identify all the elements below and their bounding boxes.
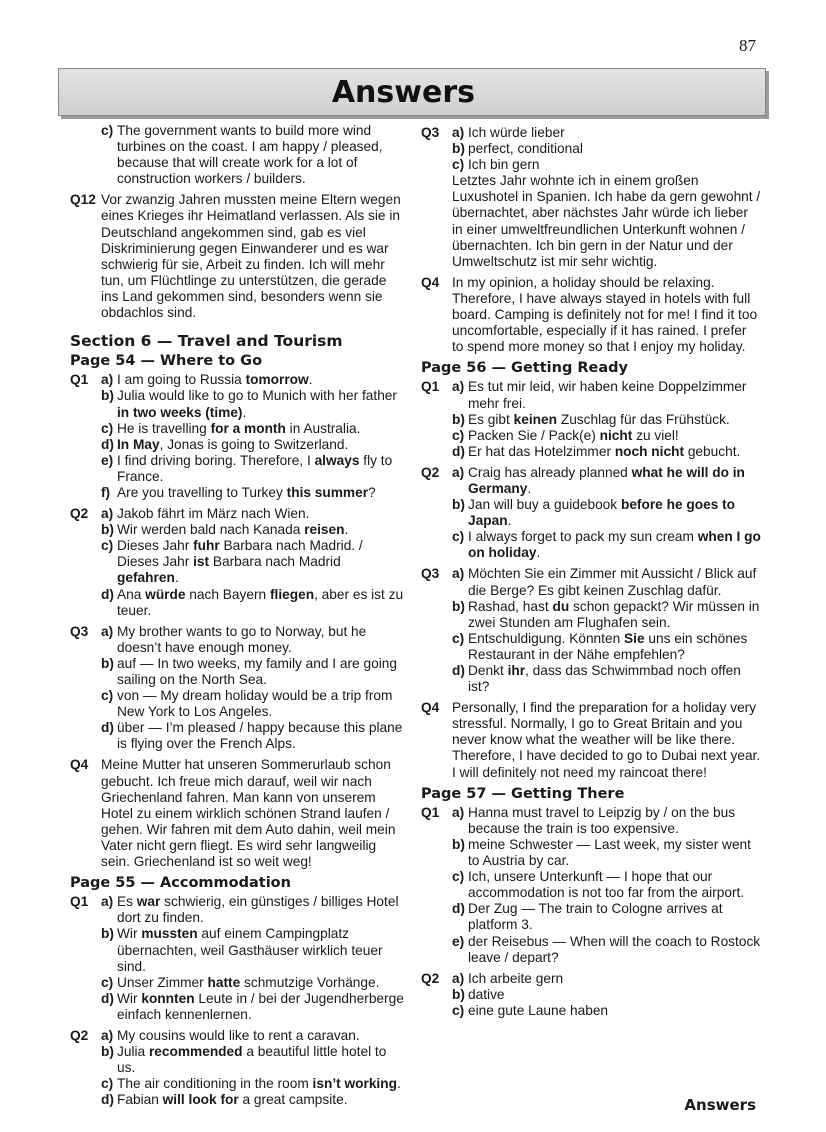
answer-letter: e)	[452, 933, 465, 949]
answer-text: I am going to Russia tomorrow.	[117, 372, 313, 388]
question-block	[421, 971, 761, 1019]
answer-item	[101, 587, 406, 619]
question-number: Q1	[70, 894, 89, 910]
answer-item	[452, 805, 761, 837]
answer-text: Vor zwanzig Jahren mussten meine Eltern wegen eines Krieges ihr Heimatland verlassen. Als sie in Deutschland angekommen sind, gab es viel Diskriminierung gegen Einwanderer und es war schwierig für sie, Arbeit zu finden. Ich will mehr tun, um Flüchtlinge zu unterstützen, die gerade ins Land gekommen sind, besonders wenn sie obdachlos sind.	[101, 192, 401, 321]
answer-item	[101, 656, 406, 688]
question-number: Q2	[70, 506, 89, 522]
answer-item	[452, 529, 761, 561]
question-block	[421, 566, 761, 695]
question-number: Q1	[421, 379, 440, 395]
answer-text: I always forget to pack my sun cream when I go on holiday.	[468, 529, 761, 561]
left-column	[70, 123, 406, 1113]
answer-text: Letztes Jahr wohnte ich in einem großen Luxushotel in Spanien. Ich habe da gern gewohnt / übernachtet, aber nächstes Jahr würde ich lieber in einer umweltfreundlichen Unterkunft wohnen / übernachten. Ich bin gern in der Natur und der Umweltschutz ist mir sehr wichtig.	[452, 173, 761, 269]
answer-item	[452, 599, 761, 631]
answer-text: von — My dream holiday would be a trip from New York to Los Angeles.	[117, 688, 393, 720]
question-number: Q3	[70, 623, 89, 639]
question-block	[421, 700, 761, 780]
answer-text: Jan will buy a guidebook before he goes to Japan.	[468, 497, 736, 529]
question-block	[421, 805, 761, 966]
answer-text: The air conditioning in the room isn’t working.	[117, 1076, 401, 1092]
question-number: Q4	[70, 757, 89, 773]
answer-letter: c)	[452, 427, 465, 443]
answer-item	[101, 421, 406, 437]
answer-text: Julia recommended a beautiful little hotel to us.	[117, 1044, 387, 1076]
answer-letter: f)	[101, 484, 111, 500]
answer-text: I find driving boring. Therefore, I always fly to France.	[117, 452, 393, 484]
answer-letter: d)	[101, 436, 114, 452]
answer-item	[101, 688, 406, 720]
answer-item	[101, 624, 406, 656]
answer-letter: b)	[101, 522, 114, 538]
page-heading: Page 55 — Accommodation	[70, 875, 291, 892]
answer-text: Are you travelling to Turkey this summer?	[117, 484, 376, 500]
question-number: Q1	[421, 804, 440, 820]
answer-letter: b)	[452, 497, 465, 513]
answer-item	[452, 141, 761, 157]
answer-item	[101, 1092, 406, 1108]
answer-letter: b)	[101, 1044, 114, 1060]
answer-text: My cousins would like to rent a caravan.	[117, 1027, 360, 1043]
answer-letter: d)	[101, 586, 114, 602]
answer-letter: d)	[101, 1092, 114, 1108]
answer-text: über — I’m pleased / happy because this plane is flying over the French Alps.	[117, 720, 403, 752]
answer-item	[452, 157, 761, 173]
question-block	[70, 123, 406, 187]
page-heading: Page 57 — Getting There	[421, 785, 625, 802]
answer-item	[101, 453, 406, 485]
answer-text: Rashad, hast du schon gepackt? Wir müssen in zwei Stunden am Flughafen sein.	[468, 598, 760, 630]
answer-letter: c)	[101, 123, 114, 138]
answer-text: Ich bin gern	[468, 157, 540, 173]
answer-item	[101, 437, 406, 453]
answer-item	[452, 428, 761, 444]
question-number: Q3	[421, 566, 440, 582]
answer-item	[452, 987, 761, 1003]
answer-letter: c)	[452, 630, 465, 646]
question-number: Q2	[421, 970, 440, 986]
answer-item	[101, 522, 406, 538]
answer-letter: d)	[452, 663, 465, 678]
answer-letter: b)	[452, 836, 465, 852]
question-number: Q1	[70, 372, 89, 388]
answer-text: In May, Jonas is going to Switzerland.	[117, 436, 349, 452]
answer-letter: a)	[452, 804, 465, 820]
answer-item	[452, 566, 761, 598]
question-number: Q12	[70, 192, 96, 208]
answer-text: dative	[468, 986, 505, 1002]
answer-text: Julia would like to go to Munich with her father in two weeks (time).	[117, 388, 397, 420]
answer-item	[101, 926, 406, 974]
answer-letter: c)	[101, 420, 114, 436]
answer-text: The government wants to build more wind turbines on the coast. I am happy / pleased, because that will create work for a lot of construction workers / builders.	[117, 123, 383, 187]
answer-letter: c)	[101, 974, 114, 990]
answer-letter: a)	[101, 894, 114, 910]
page-number: 87	[739, 36, 756, 55]
answer-text: Es war schwierig, ein günstiges / billiges Hotel dort zu finden.	[117, 894, 399, 926]
answer-item	[101, 372, 406, 388]
answer-text: Es tut mir leid, wir haben keine Doppelzimmer mehr frei.	[468, 379, 747, 411]
question-number: Q2	[421, 464, 440, 480]
answer-letter: d)	[101, 720, 114, 736]
answer-letter: a)	[101, 506, 114, 522]
answer-letter: b)	[101, 388, 114, 404]
question-block	[70, 1028, 406, 1108]
answer-text: In my opinion, a holiday should be relaxing. Therefore, I have always stayed in hotels with full board. Camping is definitely not for me! I find it too uncomfortable, especially if it has rained. I prefer to spend more money so that I enjoy my holiday.	[452, 274, 758, 355]
answer-item	[101, 123, 406, 187]
answer-letter: c)	[452, 157, 465, 173]
answer-letter: c)	[452, 1002, 465, 1018]
answer-item	[101, 720, 406, 752]
answer-letter: a)	[452, 125, 465, 140]
answer-letter: b)	[452, 598, 465, 614]
answer-letter: e)	[101, 452, 114, 468]
answer-item	[101, 538, 406, 586]
answer-item	[101, 506, 406, 522]
answer-letter: b)	[452, 411, 465, 427]
question-number: Q3	[421, 125, 440, 140]
question-block	[421, 125, 761, 270]
answer-text: Ana würde nach Bayern fliegen, aber es ist zu teuer.	[117, 586, 404, 618]
answer-item	[101, 1028, 406, 1044]
answer-text: Denkt ihr, dass das Schwimmbad noch offen ist?	[468, 663, 741, 695]
answers-banner	[58, 68, 766, 116]
answer-text: My brother wants to go to Norway, but he doesn’t have enough money.	[117, 623, 367, 655]
answer-text: auf — In two weeks, my family and I are going sailing on the North Sea.	[117, 655, 397, 687]
question-number: Q2	[70, 1027, 89, 1043]
question-block	[421, 379, 761, 459]
answer-text: Dieses Jahr fuhr Barbara nach Madrid. / Dieses Jahr ist Barbara nach Madrid gefahren.	[117, 538, 363, 586]
answer-item	[452, 465, 761, 497]
answer-letter: b)	[452, 141, 465, 157]
answer-letter: a)	[101, 372, 114, 388]
answer-text: Wir werden bald nach Kanada reisen.	[117, 522, 349, 538]
answer-item	[452, 125, 761, 141]
answer-item	[452, 631, 761, 663]
answer-letter: a)	[101, 623, 114, 639]
answer-text: Es gibt keinen Zuschlag für das Frühstück.	[468, 411, 730, 427]
question-block	[70, 894, 406, 1023]
answer-text: Packen Sie / Pack(e) nicht zu viel!	[468, 427, 679, 443]
question-block	[421, 275, 761, 355]
answer-text: He is travelling for a month in Australia.	[117, 420, 361, 436]
answer-item	[101, 894, 406, 926]
answer-item	[101, 991, 406, 1023]
answer-item	[452, 444, 761, 460]
page-heading: Page 54 — Where to Go	[70, 353, 263, 370]
answer-text: Meine Mutter hat unseren Sommerurlaub schon gebucht. Ich freue mich darauf, weil wir nach Griechenland fahren. Man kann von unserem Hotel zu einem wirklich schönen Strand laufen / gehen. Wir fahren mit dem Auto dahin, weil mein Vater nicht gern fliegt. Es wird sehr langweilig sein. Griechenland ist so weit weg!	[101, 757, 396, 870]
question-number: Q4	[421, 700, 440, 716]
answer-item	[452, 379, 761, 411]
answer-letter: c)	[452, 869, 465, 885]
answer-item	[452, 971, 761, 987]
question-block	[70, 757, 406, 870]
question-block	[70, 506, 406, 619]
page-title: Answers	[331, 75, 475, 110]
answer-text: Entschuldigung. Könnten Sie uns ein schönes Restaurant in der Nähe empfehlen?	[468, 630, 748, 662]
answer-letter: b)	[101, 655, 114, 671]
answer-letter: a)	[452, 566, 465, 582]
answer-letter: a)	[452, 379, 465, 395]
answer-letter: b)	[101, 926, 114, 942]
question-block	[70, 372, 406, 501]
answer-text: Unser Zimmer hatte schmutzige Vorhänge.	[117, 974, 380, 990]
answer-text: Ich würde lieber	[468, 125, 565, 140]
answer-letter: c)	[101, 1076, 114, 1092]
question-number: Q4	[421, 274, 440, 290]
answer-text: meine Schwester — Last week, my sister went to Austria by car.	[468, 836, 751, 869]
answer-text: Wir konnten Leute in / bei der Jugendherberge einfach kennenlernen.	[117, 990, 404, 1022]
question-block	[70, 624, 406, 753]
answer-letter: a)	[452, 464, 465, 480]
footer-label: Answers	[684, 1096, 756, 1114]
answer-letter: d)	[452, 901, 465, 917]
answer-text: perfect, conditional	[468, 141, 583, 157]
answer-text: Möchten Sie ein Zimmer mit Aussicht / Blick auf die Berge? Es gibt keinen Zuschlag dafür.	[468, 566, 757, 598]
answer-letter: d)	[452, 443, 465, 459]
answer-letter: b)	[452, 986, 465, 1002]
answer-item	[101, 975, 406, 991]
answer-item	[101, 388, 406, 420]
answer-text: Jakob fährt im März nach Wien.	[117, 506, 310, 522]
answer-text: Hanna must travel to Leipzig by / on the bus because the train is too expensive.	[468, 804, 736, 836]
answer-text: eine gute Laune haben	[468, 1002, 609, 1018]
answer-item	[452, 663, 761, 695]
answer-letter: a)	[101, 1027, 114, 1043]
answer-text: Ich arbeite gern	[468, 970, 564, 986]
answer-item	[452, 901, 761, 933]
answer-letter: c)	[101, 688, 114, 704]
answer-text: Ich, unsere Unterkunft — I hope that our accommodation is not too far from the airport.	[468, 869, 745, 901]
answer-item	[452, 497, 761, 529]
answer-letter: c)	[452, 529, 465, 545]
answer-text: Personally, I find the preparation for a holiday very stressful. Normally, I go to Great Britain and you never know what the weather will be like there. Therefore, I have decided to go to Dubai next year. I will definitely not need my raincoat there!	[452, 700, 761, 780]
answer-letter: d)	[101, 990, 114, 1006]
question-block	[421, 465, 761, 562]
answer-text: Der Zug — The train to Cologne arrives at platform 3.	[468, 901, 723, 933]
answer-text: Craig has already planned what he will do in Germany.	[468, 464, 745, 496]
answer-item	[452, 869, 761, 901]
answer-item	[101, 1044, 406, 1076]
answer-text: Wir mussten auf einem Campingplatz übernachten, weil Gasthäuser wirklich teuer sind.	[117, 926, 383, 974]
answer-letter: a)	[452, 970, 465, 986]
answer-item	[101, 1076, 406, 1092]
answer-letter: c)	[101, 538, 114, 554]
answer-item	[452, 837, 761, 869]
answer-item	[101, 485, 406, 501]
answer-text: Er hat das Hotelzimmer noch nicht gebucht.	[468, 443, 741, 459]
page-heading: Page 56 — Getting Ready	[421, 360, 628, 377]
answer-item	[452, 1003, 761, 1019]
answer-text: der Reisebus — When will the coach to Rostock leave / depart?	[468, 933, 761, 965]
section-heading: Section 6 — Travel and Tourism	[70, 332, 343, 351]
answer-text: Fabian will look for a great campsite.	[117, 1092, 348, 1108]
question-block	[70, 192, 406, 321]
answer-item	[452, 934, 761, 966]
right-column	[421, 123, 761, 1024]
answer-item	[452, 412, 761, 428]
